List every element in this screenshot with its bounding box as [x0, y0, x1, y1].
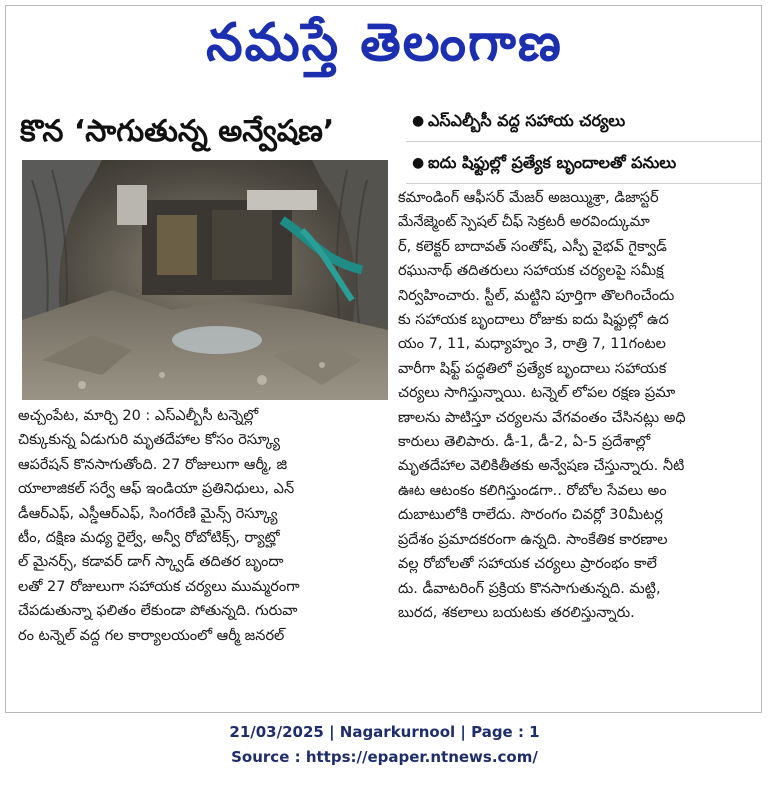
article-body-left-column: అచ్చంపేట, మార్చి 20 : ఎస్ఎల్బీసీ టన్నెల్లో చిక్కుకున్న ఏడుగురి మృతదేహాల కోసం రెస్క్యూ ఆపరేషన్ కొనసాగుతోంది. 27 రోజులుగా ఆర్మీ, జి యాలాజికల్ సర్వే ఆఫ్ ఇండియా ప్రతినిధులు, ఎన్ డీఆర్ఎఫ్, ఎస్డీఆర్ఎఫ్, సింగరేణి మైన్స్ రెస్క్యూ టీం, దక్షిణ మధ్య రైల్వే, అన్వీ రోబోటిక్స్, ర్యాట్హో ల్ మైనర్స్, కడావర్ డాగ్ స్క్వాడ్ తదితర బృందా లతో 27 రోజులుగా సహాయక చర్యలు ముమ్మరంగా చేపడుతున్నా ఫలితం లేకుండా పోతున్నది. గురువా రం టన్నెల్ వద్ద గల కార్యాలయంలో ఆర్మీ జనరల్: [18, 408, 300, 644]
bullet-text: ఎస్ఎల్బీసీ వద్ద సహాయ చర్యలు: [428, 111, 626, 130]
article-body-right-column: కమాండింగ్ ఆఫీసర్ మేజర్ అజయ్మిశ్రా, డిజాస్టర్ మేనేజ్మెంట్ స్పెషల్ చీఫ్ సెక్రటరీ అరవింద్కుమా ర్, కలెక్టర్ బాదావత్ సంతోష్, ఎస్పీ వైభవ్ గైక్వాడ్ రఘునాథ్ తదితరులు సహాయక చర్యలపై సమీక్ష నిర్వహించారు. స్టీల్, మట్టిని పూర్తిగా తొలగించేందు కు సహాయక బృందాలు రోజుకు ఐదు షిఫ్టుల్లో ఉద యం 7, 11, మధ్యాహ్నం 3, రాత్రి 7, 11గంటల వారీగా షిఫ్ట్ పద్ధతిలో ప్రత్యేక బృందాలు సహాయక చర్యలు సాగిస్తున్నాయి. టన్నెల్ లోపల రక్షణ ప్రమా ణాలను పాటిస్తూ చర్యలను వేగవంతం చేసినట్లు అధి కారులు తెలిపారు. డీ-1, డీ-2, ఏ-5 ప్రదేశాల్లో మృతదేహాల వెలికితీతకు అన్వేషణ చేస్తున్నారు. నీటి ఊట ఆటంకం కలిగిస్తుండగా.. రోబోల సేవలు అం దుబాటులోకి రాలేదు. సొరంగం చివర్లో 30మీటర్ల ప్రదేశం ప్రమాదకరంగా ఉన్నది. సాంకేతిక కారణాల వల్ల రోబోలతో సహాయక చర్యలు ప్రారంభం కాలే దు. డీవాటరింగ్ ప్రక్రియ కొనసాగుతున్నది. మట్టి, బురద, శకలాలు బయటకు తరలిస్తున్నారు.: [398, 190, 686, 621]
tunnel-rescue-photo: [22, 160, 388, 400]
bullet-icon: ●: [412, 113, 425, 129]
edition-info: 21/03/2025 | Nagarkurnool | Page : 1: [229, 723, 540, 741]
bullet-icon: ●: [412, 155, 425, 171]
summary-bullets: [406, 104, 761, 188]
source-link[interactable]: Source : https://epaper.ntnews.com/: [231, 748, 538, 766]
summary-bullet: [406, 104, 761, 142]
summary-bullet: [406, 146, 761, 184]
article-headline: కొన ‘సాగుతున్న అన్వేషణ’: [20, 114, 335, 149]
tunnel-photo-illustration: [22, 160, 388, 400]
bullet-text: ఐదు షిఫ్టుల్లో ప్రత్యేక బృందాలతో పనులు: [428, 153, 677, 172]
newspaper-masthead: నమస్తే తెలంగాణ: [206, 13, 563, 73]
